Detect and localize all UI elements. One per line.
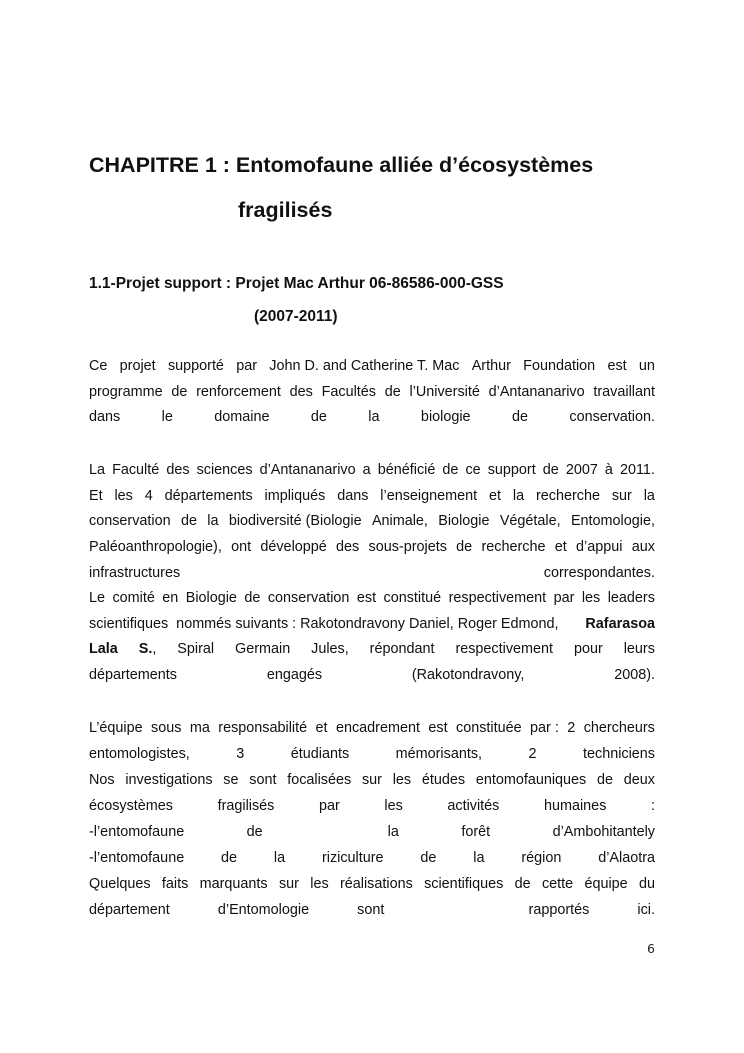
word: 2011. xyxy=(619,462,655,478)
word: entomofauniques xyxy=(475,772,587,788)
word: Biologie xyxy=(185,590,237,606)
text-line xyxy=(89,354,655,380)
word: répondant xyxy=(369,641,435,658)
word: les xyxy=(310,876,329,892)
word: d’appui xyxy=(576,539,623,556)
text-line: entomologistes, 3 étudiants mémorisants, 2 techniciens xyxy=(89,745,655,762)
word: Arthur xyxy=(471,358,511,374)
text-line xyxy=(89,612,655,638)
word: Germain xyxy=(235,641,291,658)
text-line xyxy=(89,637,655,663)
paragraph-committee xyxy=(89,586,655,689)
word: encadrement xyxy=(335,720,420,736)
word: les xyxy=(392,772,412,788)
text-line: dans le domaine de la biologie de conservation. xyxy=(89,409,655,426)
word: études xyxy=(421,772,466,788)
word: conservation xyxy=(89,513,171,530)
page-number: 6 xyxy=(647,941,655,956)
paragraph-investigations xyxy=(89,768,655,819)
word: responsabilité xyxy=(218,720,308,736)
word: scientifiques xyxy=(424,876,504,892)
word: et xyxy=(315,720,328,736)
word: des xyxy=(289,383,313,400)
ecosystem-list xyxy=(89,820,655,871)
text-line: département d’Entomologie sont rapportés ici. xyxy=(89,901,655,918)
word: sont xyxy=(249,772,277,788)
word: leaders xyxy=(607,590,655,606)
text-line xyxy=(89,768,655,794)
text-line xyxy=(89,458,655,484)
word: équipe xyxy=(584,876,628,892)
word: impliqués xyxy=(264,487,326,504)
word: conservation xyxy=(267,590,350,606)
paragraph-project-description xyxy=(89,354,655,431)
word: est xyxy=(356,590,377,606)
word: Spiral xyxy=(177,641,215,658)
text-line xyxy=(89,716,655,742)
word: réalisations xyxy=(339,876,413,892)
word: Facultés xyxy=(321,383,376,400)
author-name-bold: Lala xyxy=(89,641,118,658)
word: Quelques xyxy=(89,876,151,892)
word: La xyxy=(89,462,106,478)
paragraph-faculty-support xyxy=(89,458,655,586)
word: renforcement xyxy=(196,383,281,400)
word: l’Université xyxy=(409,383,480,400)
word: a xyxy=(362,462,371,478)
word: supporté xyxy=(167,358,224,374)
word: Nos xyxy=(89,772,115,788)
word: pour xyxy=(573,641,603,658)
word: leurs xyxy=(623,641,655,658)
word: 2 xyxy=(567,720,576,736)
word: dans xyxy=(337,487,369,504)
word: développé xyxy=(260,539,327,556)
chapter-title: CHAPITRE 1 : Entomofaune alliée d’écosystèmes xyxy=(89,153,594,177)
word: de xyxy=(542,462,559,478)
word: de xyxy=(384,383,401,400)
word: de xyxy=(244,590,261,606)
word: cette xyxy=(541,876,574,892)
text-line xyxy=(89,380,655,406)
text-line xyxy=(89,535,655,561)
word: Le xyxy=(89,590,106,606)
text-line xyxy=(89,509,655,535)
word: Ce xyxy=(89,358,108,374)
author-name-bold: Rafarasoa xyxy=(585,615,655,632)
word: aux xyxy=(631,539,655,556)
word: deux xyxy=(623,772,655,788)
word: de xyxy=(597,772,614,788)
word: faits xyxy=(161,876,189,892)
list-item: -l’entomofaune de la forêt d’Ambohitantely xyxy=(89,824,655,840)
word: et xyxy=(488,487,501,504)
word: support xyxy=(487,462,536,478)
word: se xyxy=(223,772,239,788)
word: de xyxy=(171,383,188,400)
word: biodiversité (Biologie xyxy=(228,513,362,530)
word: bénéficié xyxy=(377,462,436,478)
word: de xyxy=(180,513,197,530)
word: L’équipe xyxy=(89,720,143,736)
word: constitué xyxy=(383,590,442,606)
word: par : xyxy=(530,720,559,736)
text-line xyxy=(89,586,655,612)
word: recherche xyxy=(481,539,546,556)
word: Foundation xyxy=(523,358,596,374)
word: John D. and Catherine T. Mac xyxy=(269,358,460,374)
text-line xyxy=(89,484,655,510)
text-line: écosystèmes fragilisés par les activités humaines : xyxy=(89,797,655,814)
word: de xyxy=(514,876,531,892)
word: les xyxy=(114,487,133,504)
word: départements xyxy=(164,487,253,504)
word: d’Antananarivo xyxy=(488,383,585,400)
word: sous xyxy=(151,720,182,736)
word: comité xyxy=(112,590,155,606)
word: est xyxy=(607,358,627,374)
list-item: -l’entomofaune de la riziculture de la région d’Alaotra xyxy=(89,849,655,866)
word: est xyxy=(428,720,448,736)
word: sous-projets xyxy=(368,539,447,556)
word: programme xyxy=(89,383,163,400)
word: de xyxy=(442,462,459,478)
word: des xyxy=(336,539,360,556)
text-line: départements engagés (Rakotondravony, 2008). xyxy=(89,667,655,684)
word: Biologie xyxy=(438,513,490,530)
paragraph-highlights xyxy=(89,872,655,923)
word: sur xyxy=(611,487,632,504)
word: marquants xyxy=(199,876,268,892)
word: en xyxy=(162,590,179,606)
word: d’Antananarivo xyxy=(259,462,356,478)
word: sur xyxy=(361,772,382,788)
word: par xyxy=(236,358,258,374)
word: 2007 xyxy=(565,462,598,478)
word: la xyxy=(207,513,219,530)
word: Paléoanthropologie), xyxy=(89,539,222,556)
committee-members-text: scientifiques nommés suivants : Rakotondravony Daniel, Roger Edmond, xyxy=(89,615,559,632)
author-initial: S., xyxy=(138,641,157,658)
word: Entomologie, xyxy=(570,513,655,530)
word: la xyxy=(512,487,525,504)
word: chercheurs xyxy=(583,720,655,736)
section-title: 1.1-Projet support : Projet Mac Arthur 06-86586-000-GSS xyxy=(89,275,504,292)
word: des xyxy=(166,462,190,478)
word: à xyxy=(604,462,613,478)
text-line xyxy=(89,872,655,898)
word: les xyxy=(581,590,601,606)
word: constituée xyxy=(456,720,522,736)
word: 4 xyxy=(144,487,153,504)
word: travaillant xyxy=(593,383,655,400)
word: ma xyxy=(189,720,210,736)
word: sur xyxy=(278,876,299,892)
word: respectivement xyxy=(448,590,547,606)
word: Jules, xyxy=(311,641,349,658)
word: ont xyxy=(231,539,252,556)
word: par xyxy=(553,590,575,606)
word: Faculté xyxy=(112,462,160,478)
word: focalisées xyxy=(287,772,352,788)
word: l’enseignement xyxy=(380,487,478,504)
paragraph-team xyxy=(89,716,655,767)
word: projet xyxy=(119,358,156,374)
word: sciences xyxy=(196,462,253,478)
word: la xyxy=(643,487,655,504)
chapter-title-continuation: fragilisés xyxy=(238,198,333,222)
word: investigations xyxy=(125,772,213,788)
word: un xyxy=(638,358,655,374)
word: ce xyxy=(465,462,481,478)
word: recherche xyxy=(535,487,600,504)
word: du xyxy=(638,876,655,892)
word: Végétale, xyxy=(499,513,561,530)
word: Animale, xyxy=(371,513,428,530)
word: et xyxy=(554,539,567,556)
section-title-years: (2007-2011) xyxy=(254,308,338,325)
text-line: infrastructures correspondantes. xyxy=(89,564,655,581)
word: Et xyxy=(89,487,103,504)
word: de xyxy=(456,539,473,556)
word: respectivement xyxy=(455,641,554,658)
